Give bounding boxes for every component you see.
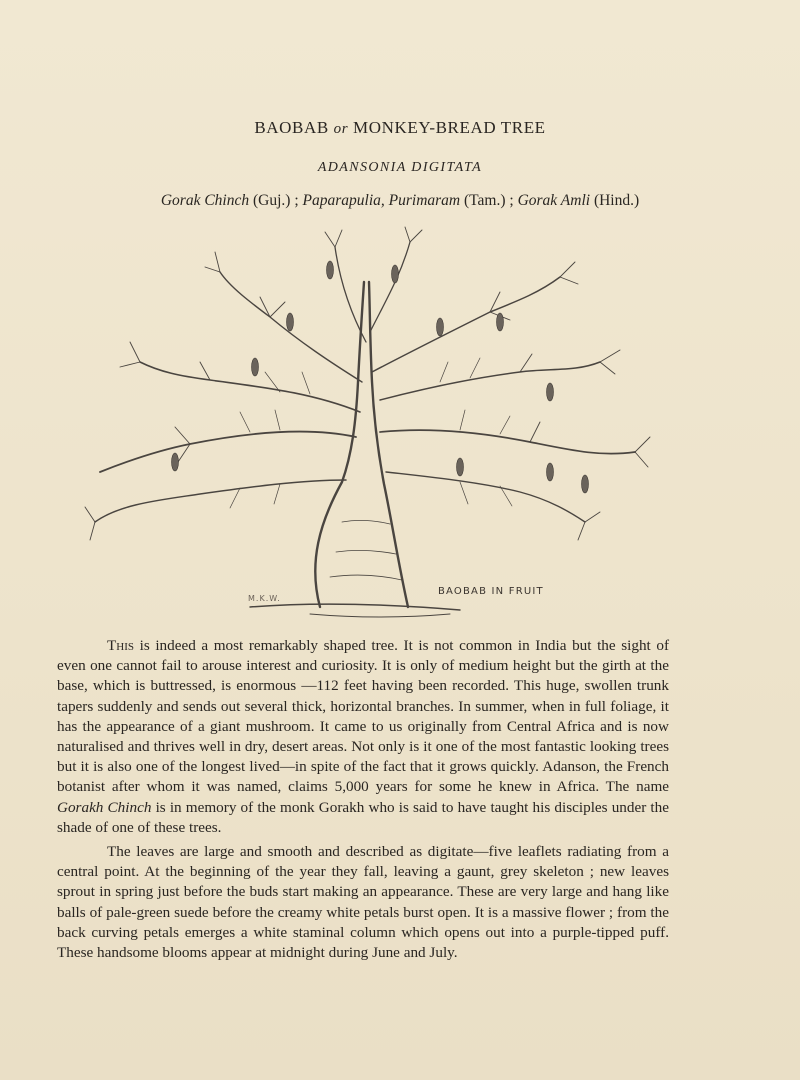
body-text bbox=[57, 636, 669, 963]
paragraph-2: The leaves are large and smooth and described as digitate—five leaflets radiating from a central point. At the beginning of the year they fall, leaving a gaunt, grey skeleton ; new leaves sprout in spring just before the buds start making an appearance. These are very large and hang like balls of pale-green suede before the creamy white petals burst open. It is a massive flower ; from the back curving petals emerges a white staminal column which opens out into a purple-tipped puff. These handsome blooms appear at midnight during June and July. bbox=[57, 843, 669, 962]
paragraph-1-italic-name: Gorakh Chinch bbox=[57, 798, 152, 816]
figure-caption: BAOBAB IN FRUIT bbox=[438, 586, 544, 597]
gujarati-lang: (Guj.) ; bbox=[253, 192, 299, 209]
paragraph-1-part-a: is indeed a most remarkably shaped tree. It is not common in India but the sight of even one cannot fail to arouse interest and curiosity. It is only of medium height but the girth at the base, which is buttressed, is enormous —112 feet having been recorded. This huge, swollen trunk tapers suddenly and sends out several thick, horizontal branches. In summer, when in full foliage, it has the appearance of a giant mushroom. It came to us originally from Central Africa and is now naturalised and thrives well in dry, desert areas. Not only is it one of the most fantastic looking trees but it is also one of the longest lived—in spite of the fact that it grows quickly. Adanson, the French botanist after whom it was named, claims 5,000 years for some he knew in Africa. The name bbox=[57, 637, 669, 796]
illustrator-signature: M.K.W. bbox=[248, 594, 281, 603]
vernacular-names bbox=[0, 192, 800, 210]
baobab-tree-drawing bbox=[80, 222, 660, 622]
tamil-lang: (Tam.) ; bbox=[464, 192, 514, 209]
paragraph-1-part-b: is in memory of the monk Gorakh who is said to have taught his disciples under the shade of one of these trees. bbox=[57, 798, 669, 836]
title-baobab: BAOBAB bbox=[254, 118, 329, 137]
tamil-name-1: Paparapulia, bbox=[302, 192, 385, 209]
gujarati-name: Gorak Chinch bbox=[160, 192, 250, 209]
hindi-lang: (Hind.) bbox=[593, 192, 640, 209]
hindi-name: Gorak Amli bbox=[517, 192, 591, 209]
paragraph-1-lead: This bbox=[107, 637, 135, 654]
page-title bbox=[0, 118, 800, 138]
tamil-name-2: Purimaram bbox=[388, 192, 461, 209]
title-or: or bbox=[333, 121, 349, 137]
baobab-illustration bbox=[80, 222, 660, 622]
paragraph-1 bbox=[57, 636, 669, 838]
botanical-name: ADANSONIA DIGITATA bbox=[317, 160, 483, 175]
title-monkey-bread: MONKEY-BREAD TREE bbox=[353, 118, 546, 137]
